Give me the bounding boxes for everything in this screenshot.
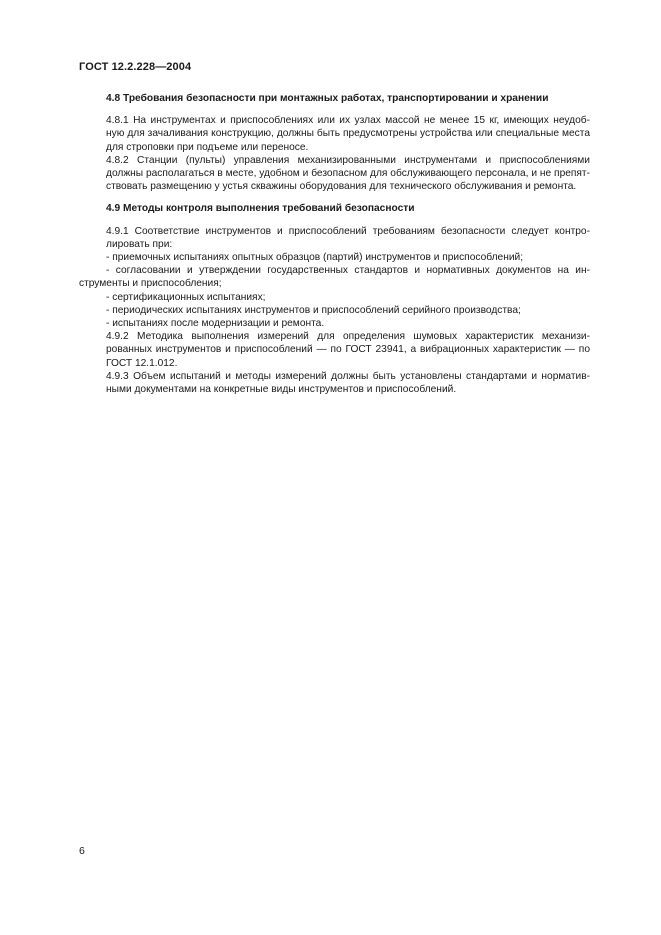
text-line: - сертификационных испытаниях; [106,291,266,303]
text-line: должны располагаться в месте, удобном и безопасном для обслуживающего персонала, и не препят- [106,168,590,180]
paragraph-4-8-2 [79,154,590,194]
text-line: - согласовании и утверждении государственных стандартов и нормативных документов на ин- [106,265,590,277]
list-item [79,251,590,264]
text-line: 4.9.1 Соответствие инструментов и приспособлений требованиям безопасности следует контро- [106,225,590,237]
section-title-4-9: 4.9 Методы контроля выполнения требований безопасности [106,203,415,215]
text-line: 4.8.2 Станции (пульты) управления механизированными инструментами и приспособлениями [106,154,590,166]
text-line: 4.9.3 Объем испытаний и методы измерений должны быть установлены стандартами и норматив- [106,370,590,382]
paragraph-4-9-2 [79,330,590,370]
text-line: ными документами на конкретные виды инструментов и приспособлений. [106,384,457,396]
paragraph-4-8-1 [79,114,590,154]
text-line: струменты и приспособления; [79,278,222,290]
paragraph-4-9-1 [79,225,590,251]
text-line: - периодических испытаниях инструментов и приспособлений серийного производства; [106,304,521,316]
document-body [79,92,590,396]
text-line: 4.8.1 На инструментах и приспособлениях или их узлах массой не менее 15 кг, имеющих неудоб- [106,115,590,127]
page-number: 6 [79,845,85,857]
text-line: рованных инструментов и приспособлений — по ГОСТ 23941, а вибрационных характеристик — по [106,344,590,356]
paragraph-4-9-3 [79,370,590,396]
test-types-list [79,251,590,330]
text-line: - испытаниях после модернизации и ремонта. [106,318,325,330]
list-item [79,304,590,317]
list-item [79,264,590,290]
document-code-header: ГОСТ 12.2.228—2004 [79,61,192,73]
list-item [79,291,590,304]
text-line: 4.9.2 Методика выполнения измерений для определения шумовых характеристик механизи- [106,331,590,343]
text-line: ную для зачаливания конструкцию, должны быть предусмотрены устройства или специальные места [106,128,590,140]
section-title-4-8: 4.8 Требования безопасности при монтажных работах, транспортировании и хранении [106,93,549,104]
text-line: ствовать размещению у устья скважины оборудования для технического обслуживания и ремонта. [106,181,577,193]
text-line: лировать при: [106,238,173,250]
text-line: ГОСТ 12.1.012. [106,357,178,369]
list-item [79,317,590,330]
text-line: для строповки при подъеме или переносе. [106,141,309,153]
text-line: - приемочных испытаниях опытных образцов (партий) инструментов и приспособлений; [106,252,524,264]
